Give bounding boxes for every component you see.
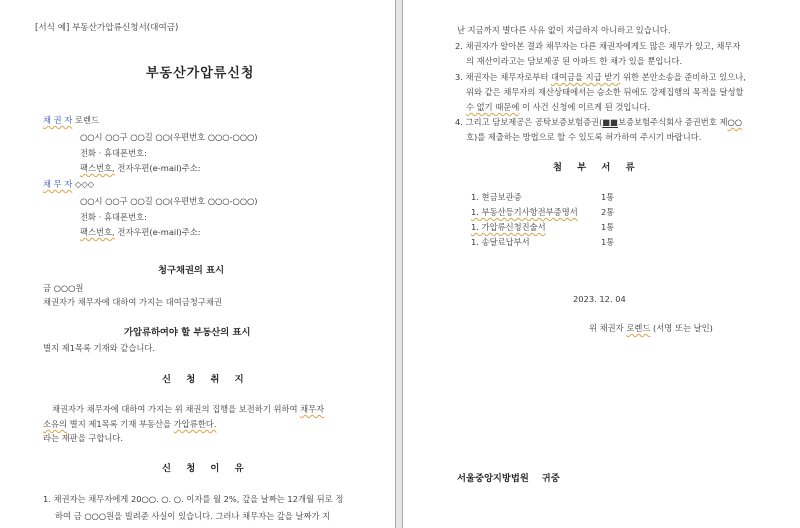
reason-line-2: 하여 금 ○○○원을 빌려준 사실이 있습니다. 그러나 채무자는 갚을 날짜가 지 — [55, 511, 331, 521]
attachment-item — [471, 192, 614, 203]
purpose-section-title: 신 청 취 지 — [162, 374, 250, 385]
attachment-name: 1. 가압류신청진술서 — [471, 222, 546, 232]
attachment-qty: 1통 — [601, 237, 615, 247]
creditor-fax-label: 팩스번호, — [80, 163, 115, 173]
reason-2-line-2: 의 재산이라고는 담보제공 된 아파트 한 채가 있을 뿐입니다. — [466, 56, 683, 66]
attachment-name: 1. 부동산등기사항전부증명서 — [471, 207, 578, 217]
reason-4-company: 보증보험주식회사 증권번호 제 — [618, 117, 728, 127]
reason-3-prefix: 3. 채권자는 채무자로부터 — [455, 72, 551, 82]
court-name: 서울중앙지방법원 귀중 — [457, 473, 560, 484]
creditor-phone: 전화 · 휴대폰번호: — [80, 148, 147, 158]
property-description: 별지 제1목록 기재와 같습니다. — [43, 343, 156, 353]
reason-4-company-mark: ■■ — [602, 117, 618, 127]
debtor-address: ○○시 ○○구 ○○길 ○○(우편번호 ○○○-○○○) — [80, 196, 258, 206]
debtor-name: ◇◇◇ — [74, 179, 95, 189]
attachment-item — [471, 207, 614, 218]
reason-3-line-3-highlight: 수 없기 때문에 — [466, 102, 520, 112]
purpose-line-3: 라는 재판을 구합니다. — [43, 433, 124, 443]
purpose-line-2-seize: 가압류한다. — [173, 419, 217, 429]
signer-prefix: 위 채권자 — [589, 323, 627, 333]
page-gap — [395, 0, 402, 528]
debtor-email-label: 전자우편(e-mail)주소: — [117, 227, 201, 237]
creditor-email-label: 전자우편(e-mail)주소: — [117, 163, 201, 173]
reason-4-prefix: 4. 그리고 담보제공은 공탁보증보험증권( — [455, 117, 603, 127]
creditor-fax-row — [80, 163, 201, 174]
claim-section-title: 청구채권의 표시 — [158, 265, 225, 276]
reason-3-line-3 — [466, 102, 650, 113]
document-page-left — [0, 0, 396, 528]
purpose-line-1-text: 채권자가 채무자에 대하여 가지는 위 채권의 집행을 보전하기 위하여 — [52, 404, 298, 414]
attachment-name: 1. 현금보관증 — [471, 192, 522, 202]
creditor-label: 채 권 자 — [43, 115, 73, 125]
debtor-phone: 전화 · 휴대폰번호: — [80, 212, 147, 222]
attachment-qty: 1통 — [601, 192, 615, 202]
attachment-item — [471, 222, 614, 233]
reason-section-title: 신 청 이 유 — [162, 463, 250, 474]
debtor-row — [43, 179, 94, 190]
signature-line — [589, 323, 713, 334]
creditor-address: ○○시 ○○구 ○○길 ○○(우편번호 ○○○-○○○) — [80, 132, 258, 142]
signer-name: 로렌드 — [626, 323, 651, 333]
claim-amount: 금 ○○○원 — [43, 283, 84, 293]
reason-2-line-1: 2. 채권자가 알아본 결과 채무자는 다른 채권자에게도 많은 채무가 있고, 채무자 — [455, 41, 741, 51]
reason-3-line-2: 위와 같은 채무자의 재산상태에서는 승소한 뒤에도 강제집행의 목적을 달성할 — [466, 87, 744, 97]
reason-4-line-2: 호)를 제출하는 방법으로 할 수 있도록 허가하여 주시기 바랍니다. — [466, 132, 702, 142]
reason-4-line-1 — [455, 117, 742, 128]
debtor-fax-row — [80, 227, 201, 238]
creditor-row — [43, 115, 99, 126]
reason-3-line-1 — [455, 72, 746, 83]
reason-3-line-3-text: 이 사건 신청에 이르게 된 것입니다. — [519, 102, 651, 112]
debtor-fax-label: 팩스번호, — [80, 227, 115, 237]
purpose-line-1-debtor: 채무자 — [300, 404, 325, 414]
document-title: 부동산가압류신청 — [146, 66, 255, 81]
purpose-line-1 — [52, 404, 324, 415]
purpose-line-2-text: 별지 제1목록 기재 부동산을 — [67, 419, 174, 429]
reason-continuation: 난 지금까지 별다른 사유 없이 지급하지 아니하고 있습니다. — [457, 25, 671, 35]
purpose-line-2-owner: 소유의 — [43, 419, 68, 429]
debtor-label: 채 무 자 — [43, 179, 73, 189]
document-page-right — [402, 0, 800, 528]
attachment-item — [471, 237, 614, 248]
creditor-name: 로렌드 — [74, 115, 100, 125]
purpose-line-2 — [43, 419, 216, 430]
reason-4-number: ○○ — [727, 117, 742, 127]
attachment-name: 1. 송달료납부서 — [471, 237, 530, 247]
attachments-title: 첨 부 서 류 — [553, 162, 641, 173]
attachment-qty: 1통 — [601, 222, 615, 232]
signer-suffix: (서명 또는 날인) — [650, 323, 713, 333]
property-section-title: 가압류하여야 할 부동산의 표시 — [124, 327, 251, 338]
claim-description: 채권자가 채무자에 대하여 가지는 대여금청구채권 — [43, 297, 222, 307]
attachment-qty: 2통 — [601, 207, 615, 217]
reason-3-highlight: 대여금을 지급 받기 — [550, 72, 621, 82]
reason-line-1: 1. 채권자는 채무자에게 20○○. ○. ○. 이자를 월 2%, 갚을 날짜는 12개월 뒤로 정 — [43, 494, 344, 504]
reason-3-suffix: 위한 본안소송을 준비하고 있으나, — [620, 72, 746, 82]
form-header: [서식 예] 부동산가압류신청서(대여금) — [35, 23, 179, 33]
filing-date: 2023. 12. 04 — [573, 294, 626, 304]
